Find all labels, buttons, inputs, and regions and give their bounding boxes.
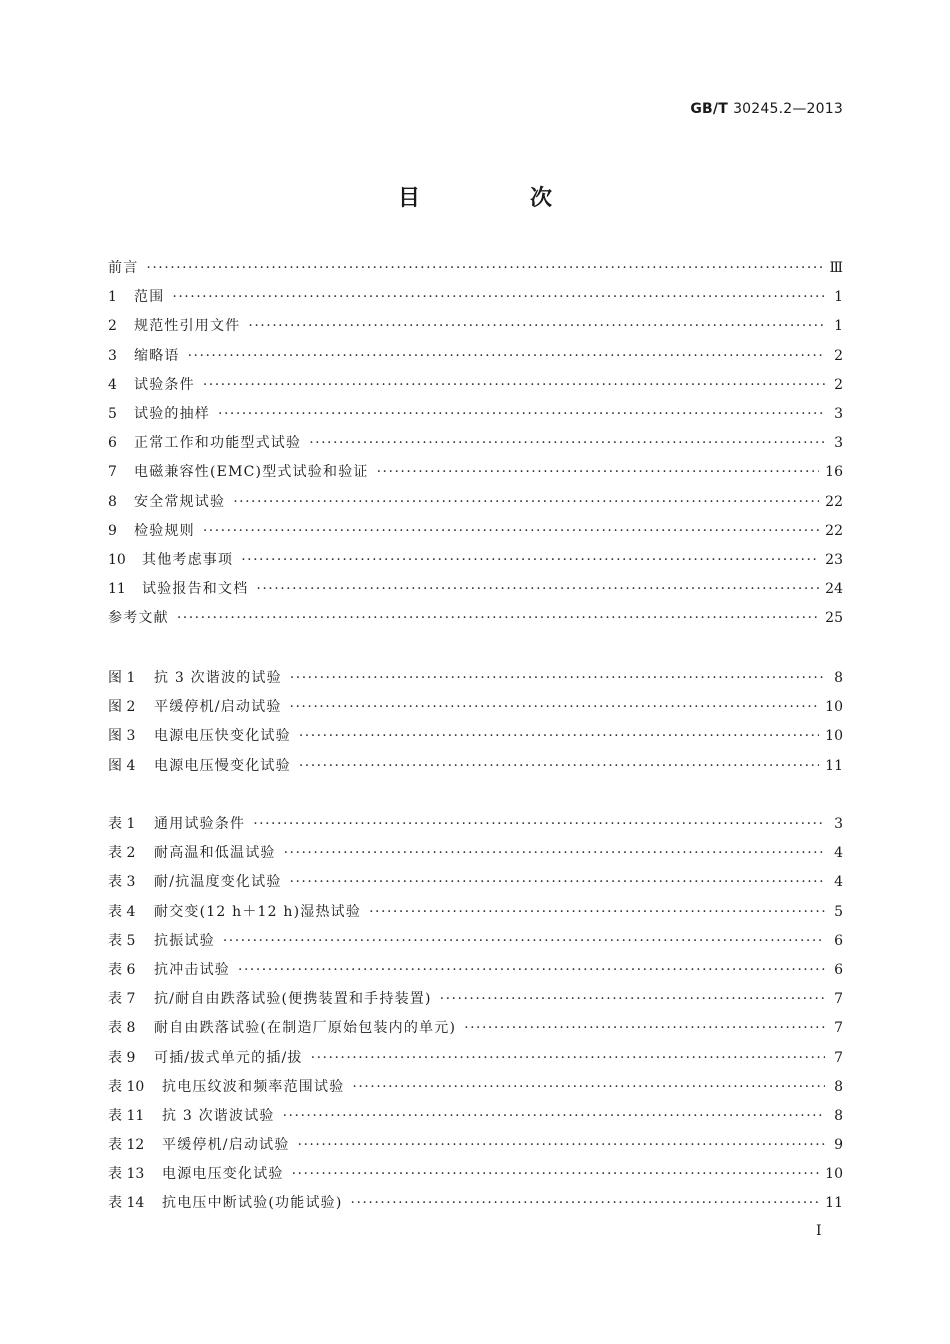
dot-leader xyxy=(311,1050,825,1066)
toc-entry[interactable] xyxy=(108,286,843,315)
dot-leader xyxy=(256,581,819,597)
dot-leader xyxy=(351,1195,820,1211)
toc-entry[interactable] xyxy=(108,1192,843,1221)
standard-code xyxy=(690,101,843,117)
toc-entry-number: 3 xyxy=(108,347,117,364)
toc-entry-number: 表 6 xyxy=(108,961,136,978)
toc-entry-page: 8 xyxy=(834,670,843,686)
toc-entry-number: 表 1 xyxy=(108,816,136,832)
toc-entry-page: 7 xyxy=(834,1020,843,1037)
toc-entry[interactable] xyxy=(108,1163,843,1192)
toc-entry-title: 耐交变(12 h＋12 h)湿热试验 xyxy=(154,903,362,920)
toc-entry[interactable] xyxy=(108,432,843,461)
toc-entry-page: 2 xyxy=(834,376,843,393)
toc-entry-title: 缩略语 xyxy=(134,347,180,364)
toc-entry-page: 1 xyxy=(834,318,843,335)
dot-leader xyxy=(352,1079,825,1095)
toc-entry-page: 22 xyxy=(825,522,843,539)
toc-entry-number: 表 13 xyxy=(108,1166,145,1183)
dot-leader xyxy=(177,610,819,626)
toc-entry[interactable] xyxy=(108,1105,843,1134)
dot-leader xyxy=(233,494,819,510)
toc-entry-page: 4 xyxy=(834,845,843,862)
toc-entry-number: 表 5 xyxy=(108,932,136,949)
toc-entry-number: 9 xyxy=(108,522,117,539)
toc-entry-title: 电源电压慢变化试验 xyxy=(154,757,291,774)
toc-entry-number: 图 1 xyxy=(108,670,136,686)
toc-entry[interactable] xyxy=(108,755,843,784)
toc-entry-number: 1 xyxy=(108,289,117,306)
dot-leader xyxy=(203,377,825,393)
toc-entry[interactable] xyxy=(108,988,843,1017)
toc-entry[interactable] xyxy=(108,520,843,549)
toc-entry-title: 其他考虑事项 xyxy=(142,551,234,568)
toc-entry-title: 电源电压变化试验 xyxy=(162,1166,284,1183)
toc-entry-number: 2 xyxy=(108,318,117,335)
toc-entry[interactable] xyxy=(108,1134,843,1163)
toc-entry[interactable] xyxy=(108,315,843,344)
dot-leader xyxy=(241,552,819,568)
page-folio: Ⅰ xyxy=(816,1223,822,1239)
toc-entry-number: 表 9 xyxy=(108,1049,136,1066)
dot-leader xyxy=(440,991,825,1007)
toc-entry-title: 参考文献 xyxy=(108,610,169,627)
toc-entry-number: 表 2 xyxy=(108,845,136,862)
toc-figures xyxy=(108,667,843,784)
dot-leader xyxy=(238,962,825,978)
dot-leader xyxy=(218,406,825,422)
dot-leader xyxy=(298,1137,825,1153)
toc-entry-title: 通用试验条件 xyxy=(154,816,246,832)
dot-leader xyxy=(299,728,819,744)
toc-chapters xyxy=(108,257,843,636)
toc-entry-title: 抗电压中断试验(功能试验) xyxy=(162,1195,343,1212)
toc-entry-page: 5 xyxy=(834,903,843,920)
toc-entry-title: 抗冲击试验 xyxy=(154,961,230,978)
toc-entry-number: 8 xyxy=(108,493,117,510)
toc-entry-page: 7 xyxy=(834,1049,843,1066)
toc-entry-title: 平缓停机/启动试验 xyxy=(162,1137,290,1154)
toc-entry-number: 图 2 xyxy=(108,699,136,716)
toc-entry-page: 25 xyxy=(825,610,843,627)
toc-entry[interactable] xyxy=(108,871,843,900)
toc-entry-page: 2 xyxy=(834,347,843,364)
toc-entry-number: 表 7 xyxy=(108,991,136,1008)
dot-leader xyxy=(284,845,825,861)
toc-entry[interactable] xyxy=(108,725,843,754)
dot-leader xyxy=(292,1166,820,1182)
toc-entry-page: 10 xyxy=(825,699,843,716)
toc-entry-number: 11 xyxy=(108,581,126,598)
toc-entry[interactable] xyxy=(108,345,843,374)
dot-leader xyxy=(146,260,823,276)
toc-entry-number: 表 8 xyxy=(108,1020,136,1037)
toc-entry[interactable] xyxy=(108,578,843,607)
dot-leader xyxy=(309,435,825,451)
toc-entry-page: 3 xyxy=(834,405,843,422)
toc-entry-title: 电源电压快变化试验 xyxy=(154,728,291,745)
toc-entry-page: 10 xyxy=(825,728,843,745)
toc-entry[interactable] xyxy=(108,491,843,520)
toc-entry-page: 6 xyxy=(834,961,843,978)
standard-prefix: GB/T xyxy=(690,101,728,117)
toc-entry-page: 9 xyxy=(834,1137,843,1154)
dot-leader xyxy=(188,348,825,364)
toc-entry-page: 3 xyxy=(834,816,843,832)
toc-entry-title: 耐高温和低温试验 xyxy=(154,845,276,862)
toc-entry[interactable] xyxy=(108,930,843,959)
toc-entry-page: 22 xyxy=(825,493,843,510)
toc-entry[interactable] xyxy=(108,374,843,403)
dot-leader xyxy=(203,523,819,539)
toc-entry-page: 8 xyxy=(834,1107,843,1124)
toc-entry[interactable] xyxy=(108,959,843,988)
dot-leader xyxy=(172,289,825,305)
toc-entry[interactable] xyxy=(108,1076,843,1105)
toc-entry-number: 10 xyxy=(108,551,126,568)
toc-entry-number: 6 xyxy=(108,435,117,452)
dot-leader xyxy=(369,904,825,920)
toc-entry-number: 表 14 xyxy=(108,1195,145,1212)
toc-entry[interactable] xyxy=(108,549,843,578)
toc-entry-title: 耐/抗温度变化试验 xyxy=(154,874,282,891)
dot-leader xyxy=(464,1020,825,1036)
toc-entry-title: 正常工作和功能型式试验 xyxy=(134,435,302,452)
toc-entry-page: 6 xyxy=(834,932,843,949)
toc-entry-page: 1 xyxy=(834,289,843,306)
toc-entry-page: 3 xyxy=(834,435,843,452)
toc-entry-page: 7 xyxy=(834,991,843,1008)
dot-leader xyxy=(290,670,825,686)
toc-entry-page: 11 xyxy=(825,757,843,774)
dot-leader xyxy=(377,464,820,480)
toc-entry[interactable] xyxy=(108,1017,843,1046)
dot-leader xyxy=(248,318,825,334)
toc-entry-number: 表 11 xyxy=(108,1107,145,1124)
dot-leader xyxy=(253,816,825,832)
toc-entry-title: 试验的抽样 xyxy=(134,405,210,422)
toc-entry-number: 图 4 xyxy=(108,757,136,774)
toc-entry[interactable] xyxy=(108,607,843,636)
toc-entry-title: 抗振试验 xyxy=(154,932,215,949)
toc-entry-page: 8 xyxy=(834,1078,843,1095)
toc-entry-title: 安全常规试验 xyxy=(134,493,226,510)
dot-leader xyxy=(290,874,825,890)
toc-entry-number: 表 10 xyxy=(108,1078,145,1095)
toc-entry-title: 前言 xyxy=(108,260,139,276)
toc-entry-title: 抗电压纹波和频率范围试验 xyxy=(162,1078,345,1095)
standard-number: 30245.2—2013 xyxy=(733,101,843,117)
toc-entry-title: 平缓停机/启动试验 xyxy=(154,699,282,716)
toc-entry-number: 表 4 xyxy=(108,903,136,920)
toc-entry-page: Ⅲ xyxy=(829,260,843,276)
toc-entry-title: 抗/耐自由跌落试验(便携装置和手持装置) xyxy=(154,991,432,1008)
dot-leader xyxy=(290,699,820,715)
toc-entry-title: 试验报告和文档 xyxy=(142,581,249,598)
toc-entry-number: 7 xyxy=(108,464,117,481)
toc-entry-number: 表 12 xyxy=(108,1137,145,1154)
toc-entry-title: 试验条件 xyxy=(134,376,195,393)
page-title: 目 次 xyxy=(397,186,596,211)
toc-entry-title: 电磁兼容性(EMC)型式试验和验证 xyxy=(134,464,369,481)
dot-leader xyxy=(299,758,819,774)
toc-entry-number: 4 xyxy=(108,376,117,393)
toc-entry[interactable] xyxy=(108,842,843,871)
toc-entry[interactable] xyxy=(108,257,843,286)
toc-entry-page: 11 xyxy=(825,1195,843,1212)
toc-entry-title: 抗 3 次谐波的试验 xyxy=(154,670,282,686)
toc-entry-title: 可插/拔式单元的插/拔 xyxy=(154,1049,303,1066)
toc-entry-number: 5 xyxy=(108,405,117,422)
toc-entry[interactable] xyxy=(108,696,843,725)
toc-entry-page: 10 xyxy=(825,1166,843,1183)
toc-entry-page: 4 xyxy=(834,874,843,891)
toc-entry-page: 23 xyxy=(825,551,843,568)
toc-entry[interactable] xyxy=(108,461,843,490)
toc-tables xyxy=(108,813,843,1222)
toc-entry[interactable] xyxy=(108,667,843,696)
toc-entry[interactable] xyxy=(108,1047,843,1076)
toc-entry-page: 16 xyxy=(825,464,843,481)
toc-entry[interactable] xyxy=(108,813,843,842)
toc-entry-title: 抗 3 次谐波试验 xyxy=(162,1107,275,1124)
toc-entry-page: 24 xyxy=(825,581,843,598)
toc-entry-number: 表 3 xyxy=(108,874,136,891)
toc-entry-number: 图 3 xyxy=(108,728,136,745)
toc-entry[interactable] xyxy=(108,403,843,432)
dot-leader xyxy=(223,933,825,949)
toc-entry[interactable] xyxy=(108,901,843,930)
toc-entry-title: 检验规则 xyxy=(134,522,195,539)
toc-entry-title: 耐自由跌落试验(在制造厂原始包装内的单元) xyxy=(154,1020,457,1037)
dot-leader xyxy=(283,1108,825,1124)
toc-entry-title: 范围 xyxy=(134,289,165,306)
toc-entry-title: 规范性引用文件 xyxy=(134,318,241,335)
